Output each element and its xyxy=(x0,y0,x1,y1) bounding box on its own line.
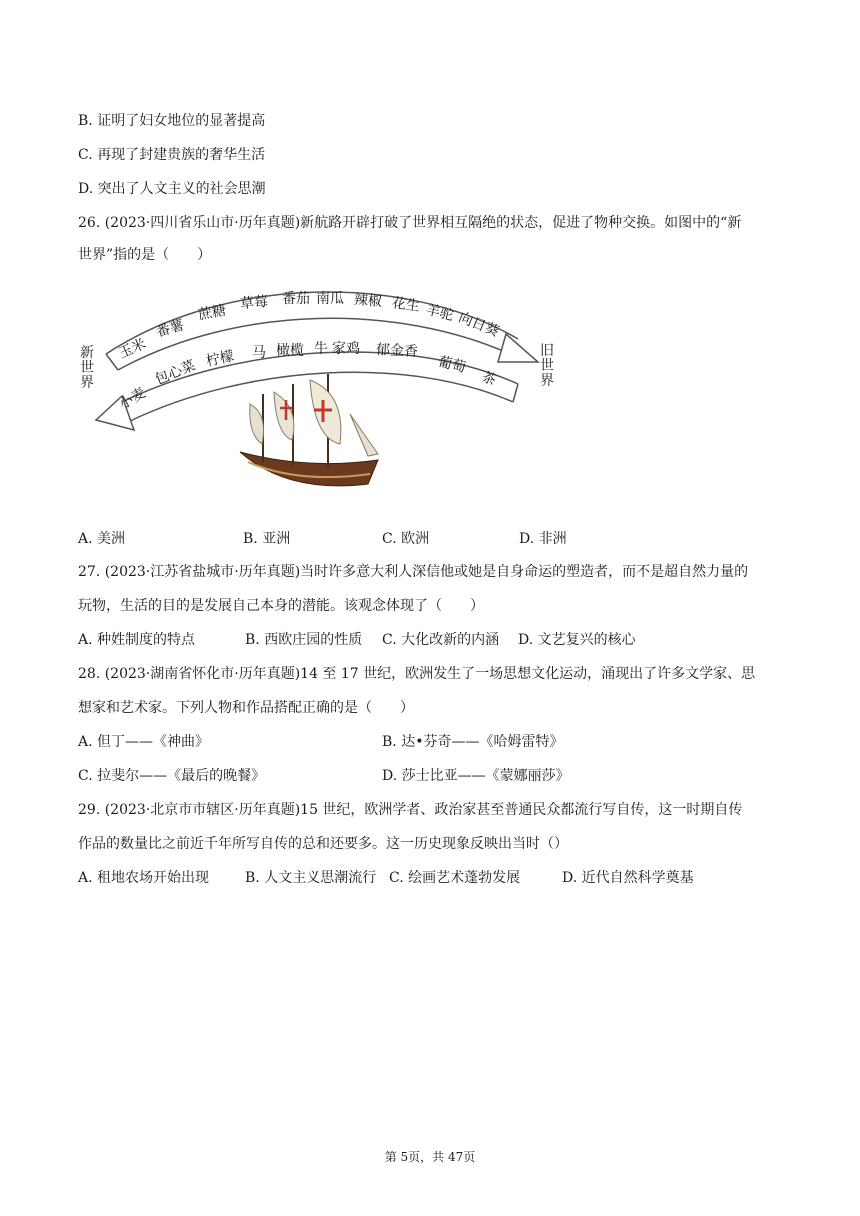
q27-option-c: C. 大化改新的内涵 xyxy=(382,632,500,648)
top-item: 辣椒 xyxy=(353,292,383,310)
q25-option-c: C. 再现了封建贵族的奢华生活 xyxy=(78,147,266,163)
bottom-item: 柠檬 xyxy=(204,348,236,370)
bottom-item: 小麦 xyxy=(116,384,149,413)
q27-stem-line2: 玩物，生活的目的是发展自己本身的潜能。该观念体现了（ ） xyxy=(78,598,484,614)
q26-option-b: B. 亚洲 xyxy=(243,531,291,547)
bottom-item: 葡萄 xyxy=(436,353,468,377)
page-footer: 第 5页，共 47页 xyxy=(384,1150,476,1164)
top-item: 向日葵 xyxy=(456,309,502,341)
q28-option-b: B. 达•芬奇——《哈姆雷特》 xyxy=(382,734,564,750)
new-world-label: 新世界 xyxy=(80,345,94,391)
q27-option-a: A. 种姓制度的特点 xyxy=(78,632,196,648)
q29-option-d: D. 近代自然科学奠基 xyxy=(562,870,694,886)
top-item: 蔗糖 xyxy=(196,302,228,324)
bottom-item: 家鸡 xyxy=(332,341,360,357)
q25-option-b: B. 证明了妇女地位的显著提高 xyxy=(78,113,266,129)
top-item: 番茄 xyxy=(282,291,310,307)
q26-option-d: D. 非洲 xyxy=(519,531,567,547)
q26-stem-line1: 26. (2023·四川省乐山市·历年真题)新航路开辟打破了世界相互隔绝的状态，促进了物种交换。如图中的“新 xyxy=(78,215,742,231)
top-item: 玉米 xyxy=(116,335,149,362)
top-item: 花生 xyxy=(390,295,421,315)
q28-option-a: A. 但丁——《神曲》 xyxy=(78,734,210,750)
q29-stem-line1: 29. (2023·北京市市辖区·历年真题)15 世纪，欧洲学者、政治家甚至普通民众都流行写自传，这一时期自传 xyxy=(78,802,743,818)
q29-option-c: C. 绘画艺术蓬勃发展 xyxy=(389,870,521,886)
q26-option-a: A. 美洲 xyxy=(78,531,126,547)
top-item: 草莓 xyxy=(239,293,269,313)
q28-stem-line1: 28. (2023·湖南省怀化市·历年真题)14 至 17 世纪，欧洲发生了一场思想文化运动，涌现出了许多文学家、思 xyxy=(78,666,756,682)
q27-option-b: B. 西欧庄园的性质 xyxy=(245,632,363,648)
top-item: 羊驼 xyxy=(424,301,456,325)
q26-stem-line2: 世界”指的是（ ） xyxy=(78,247,212,263)
q26-option-c: C. 欧洲 xyxy=(382,531,430,547)
bottom-item: 郁金香 xyxy=(375,341,419,361)
q27-option-d: D. 文艺复兴的核心 xyxy=(518,632,636,648)
q29-option-a: A. 租地农场开始出现 xyxy=(78,870,210,886)
species-exchange-figure xyxy=(78,284,568,516)
bottom-item: 牛 xyxy=(314,341,328,357)
bottom-item: 橄榄 xyxy=(276,343,304,359)
old-world-label: 旧世界 xyxy=(540,343,554,389)
q28-option-d: D. 莎士比亚——《蒙娜丽莎》 xyxy=(382,768,570,784)
q29-option-b: B. 人文主义思潮流行 xyxy=(245,870,377,886)
q25-option-d: D. 突出了人文主义的社会思潮 xyxy=(78,181,266,197)
q29-stem-line2: 作品的数量比之前近千年所写自传的总和还要多。这一历史现象反映出当时（） xyxy=(78,836,568,852)
bottom-item: 包心菜 xyxy=(152,357,198,389)
bottom-item: 马 xyxy=(252,345,266,361)
bottom-item: 茶 xyxy=(479,369,498,389)
q28-option-c: C. 拉斐尔——《最后的晚餐》 xyxy=(78,768,266,784)
top-item: 南瓜 xyxy=(316,291,344,307)
top-item: 番薯 xyxy=(154,317,186,341)
ship-illustration xyxy=(240,374,378,486)
q27-stem-line1: 27. (2023·江苏省盐城市·历年真题)当时许多意大利人深信他或她是自身命运的塑造者，而不是超自然力量的 xyxy=(78,564,749,580)
q28-stem-line2: 想家和艺术家。下列人物和作品搭配正确的是（ ） xyxy=(78,700,414,716)
